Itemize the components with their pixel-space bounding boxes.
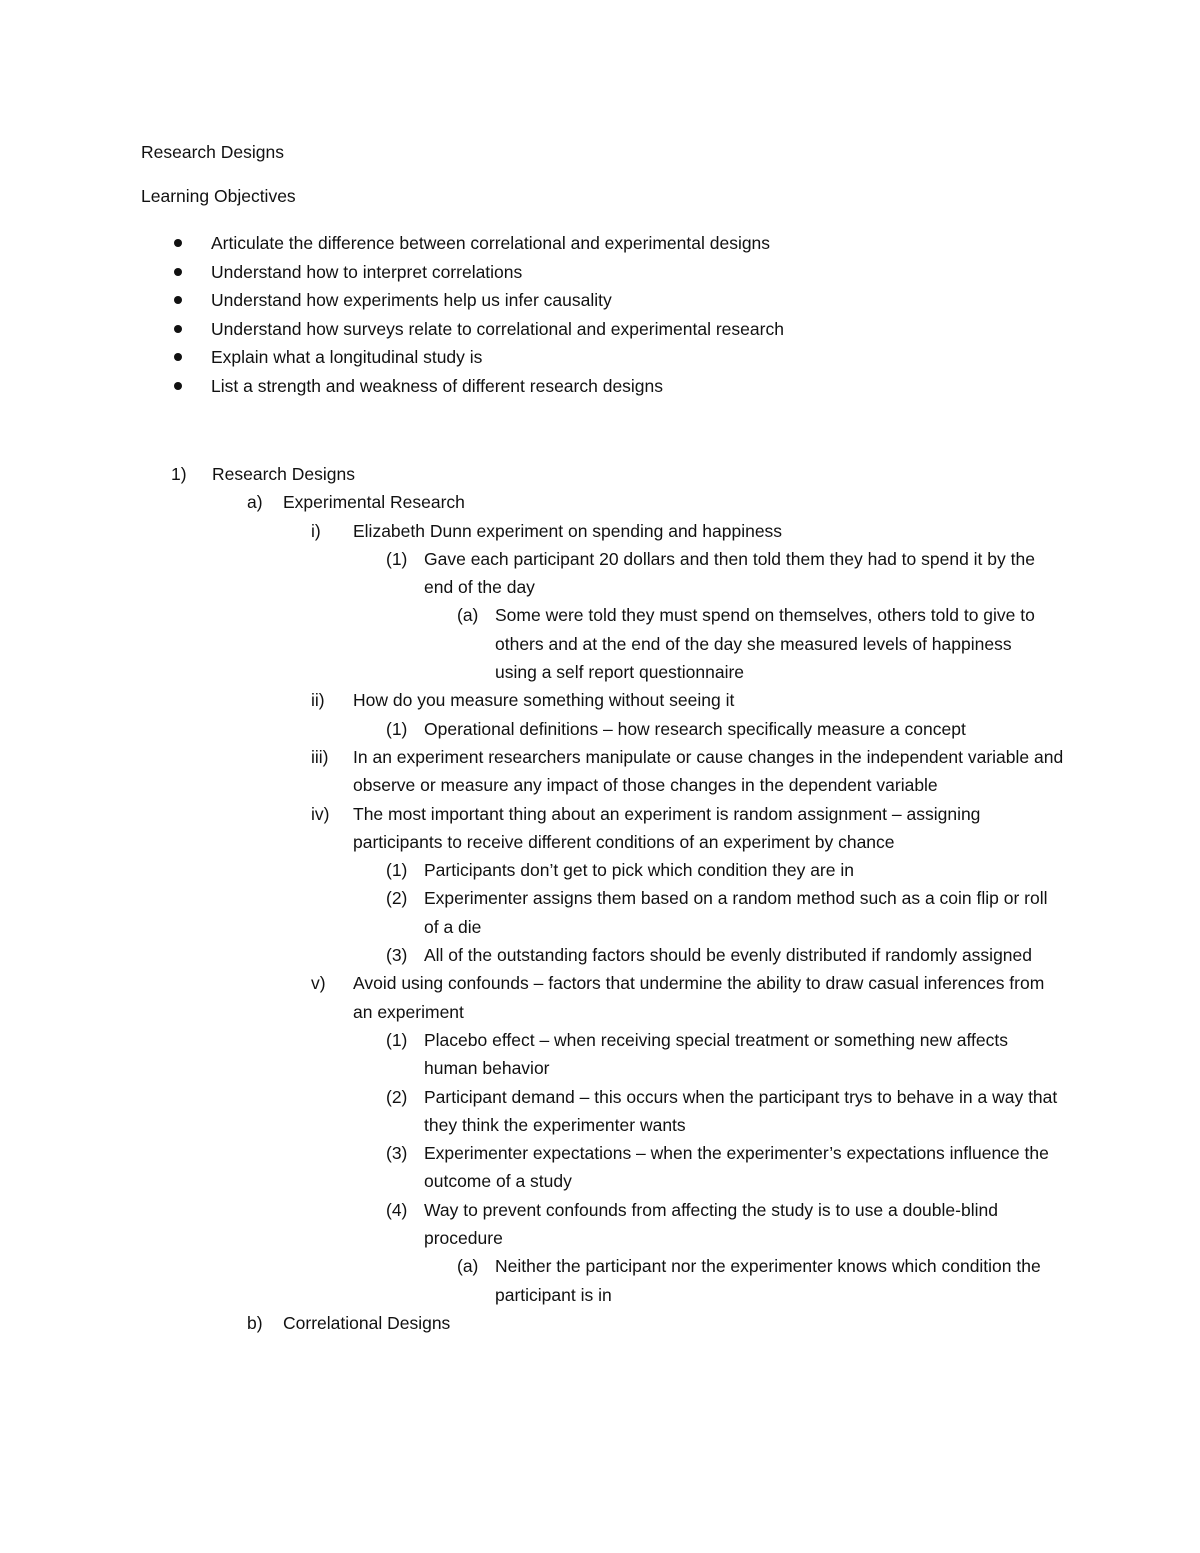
- outline-marker: a): [247, 492, 263, 513]
- bullet-icon: [174, 353, 182, 361]
- objective-item: [141, 372, 784, 401]
- outline-marker: (1): [386, 860, 408, 881]
- outline-item: [247, 1309, 1063, 1337]
- outline-item: [311, 743, 1065, 800]
- outline-marker: iii): [311, 746, 329, 767]
- outline-text: Operational definitions – how research specifically measure a concept: [424, 718, 966, 739]
- outline-item: [311, 800, 1065, 857]
- outline-marker: (2): [386, 888, 408, 909]
- objective-item: [141, 229, 784, 258]
- outline-marker: (4): [386, 1199, 408, 1220]
- outline-marker: iv): [311, 803, 330, 824]
- outline: [0, 460, 1200, 1337]
- outline-item: [386, 1196, 1064, 1253]
- outline-item: [386, 1139, 1064, 1196]
- outline-text: Experimental Research: [283, 492, 465, 513]
- outline-item: [386, 856, 1064, 884]
- outline-item: [311, 686, 1065, 714]
- outline-marker: (2): [386, 1086, 408, 1107]
- outline-marker: b): [247, 1312, 263, 1333]
- outline-item: [386, 1026, 1064, 1083]
- objective-text: Understand how experiments help us infer causality: [211, 290, 612, 310]
- outline-marker: (a): [457, 1256, 479, 1277]
- bullet-icon: [174, 382, 182, 390]
- objective-text: Understand how surveys relate to correlational and experimental research: [211, 318, 784, 339]
- outline-text: In an experiment researchers manipulate or cause changes in the independent variable and observe or measure any impact of those changes in the dependent variable: [353, 746, 1064, 796]
- outline-text: The most important thing about an experiment is random assignment – assigning participants to receive different conditions of an experiment by chance: [353, 803, 981, 852]
- objective-item: [141, 286, 784, 315]
- objective-text: Articulate the difference between correlational and experimental designs: [211, 233, 771, 253]
- outline-text: Experimenter expectations – when the experimenter’s expectations influence the outcome of a study: [424, 1143, 1049, 1192]
- outline-marker: 1): [171, 464, 187, 484]
- objective-text: Understand how to interpret correlations: [211, 261, 523, 282]
- outline-text: Way to prevent confounds from affecting the study is to use a double-blind procedure: [424, 1199, 998, 1249]
- outline-item: [311, 969, 1065, 1026]
- objectives-list: [141, 229, 784, 400]
- outline-marker: (a): [457, 605, 479, 626]
- outline-item: [171, 460, 1062, 488]
- outline-item: [311, 517, 1065, 545]
- outline-marker: (3): [386, 1143, 408, 1164]
- outline-text: How do you measure something without seeing it: [353, 690, 735, 711]
- outline-text: Research Designs: [212, 464, 355, 484]
- objective-text: List a strength and weakness of different research designs: [211, 375, 664, 396]
- outline-item: [457, 1252, 1055, 1309]
- outline-text: Neither the participant nor the experimenter knows which condition the participant is in: [495, 1256, 1041, 1305]
- outline-marker: v): [311, 973, 326, 994]
- outline-text: Elizabeth Dunn experiment on spending and happiness: [353, 520, 783, 541]
- bullet-icon: [174, 296, 182, 304]
- outline-text: Experimenter assigns them based on a random method such as a coin flip or roll of a die: [424, 888, 1048, 937]
- outline-text: Correlational Designs: [283, 1312, 451, 1333]
- document-title: Research Designs: [141, 142, 284, 162]
- outline-item: [457, 601, 1055, 686]
- bullet-icon: [174, 268, 182, 276]
- bullet-icon: [174, 325, 182, 333]
- outline-item: [386, 715, 1064, 743]
- outline-item: [386, 1083, 1064, 1140]
- outline-marker: ii): [311, 690, 325, 711]
- objective-item: [141, 258, 784, 287]
- outline-text: All of the outstanding factors should be evenly distributed if randomly assigned: [424, 945, 1032, 966]
- objective-text: Explain what a longitudinal study is: [211, 347, 483, 367]
- outline-marker: (1): [386, 1029, 408, 1050]
- outline-text: Participant demand – this occurs when the participant trys to behave in a way that they think the experimenter wants: [424, 1086, 1058, 1135]
- outline-item: [247, 488, 1063, 516]
- objective-item: [141, 315, 784, 344]
- objectives-heading: Learning Objectives: [141, 186, 296, 206]
- outline-item: [386, 545, 1064, 602]
- outline-marker: (3): [386, 945, 408, 966]
- outline-text: Some were told they must spend on themselves, others told to give to others and at the end of the day she measured levels of happiness using a self report questionnaire: [495, 605, 1035, 683]
- outline-item: [386, 941, 1064, 969]
- objective-item: [141, 343, 784, 372]
- outline-text: Participants don’t get to pick which condition they are in: [424, 860, 854, 881]
- outline-text: Avoid using confounds – factors that undermine the ability to draw casual inferences from an experiment: [353, 973, 1045, 1022]
- outline-item: [386, 884, 1064, 941]
- outline-marker: i): [311, 520, 321, 541]
- outline-marker: (1): [386, 548, 408, 569]
- bullet-icon: [174, 239, 182, 247]
- outline-text: Placebo effect – when receiving special treatment or something new affects human behavior: [424, 1029, 1008, 1079]
- outline-marker: (1): [386, 718, 408, 739]
- outline-text: Gave each participant 20 dollars and then told them they had to spend it by the end of the day: [424, 548, 1035, 598]
